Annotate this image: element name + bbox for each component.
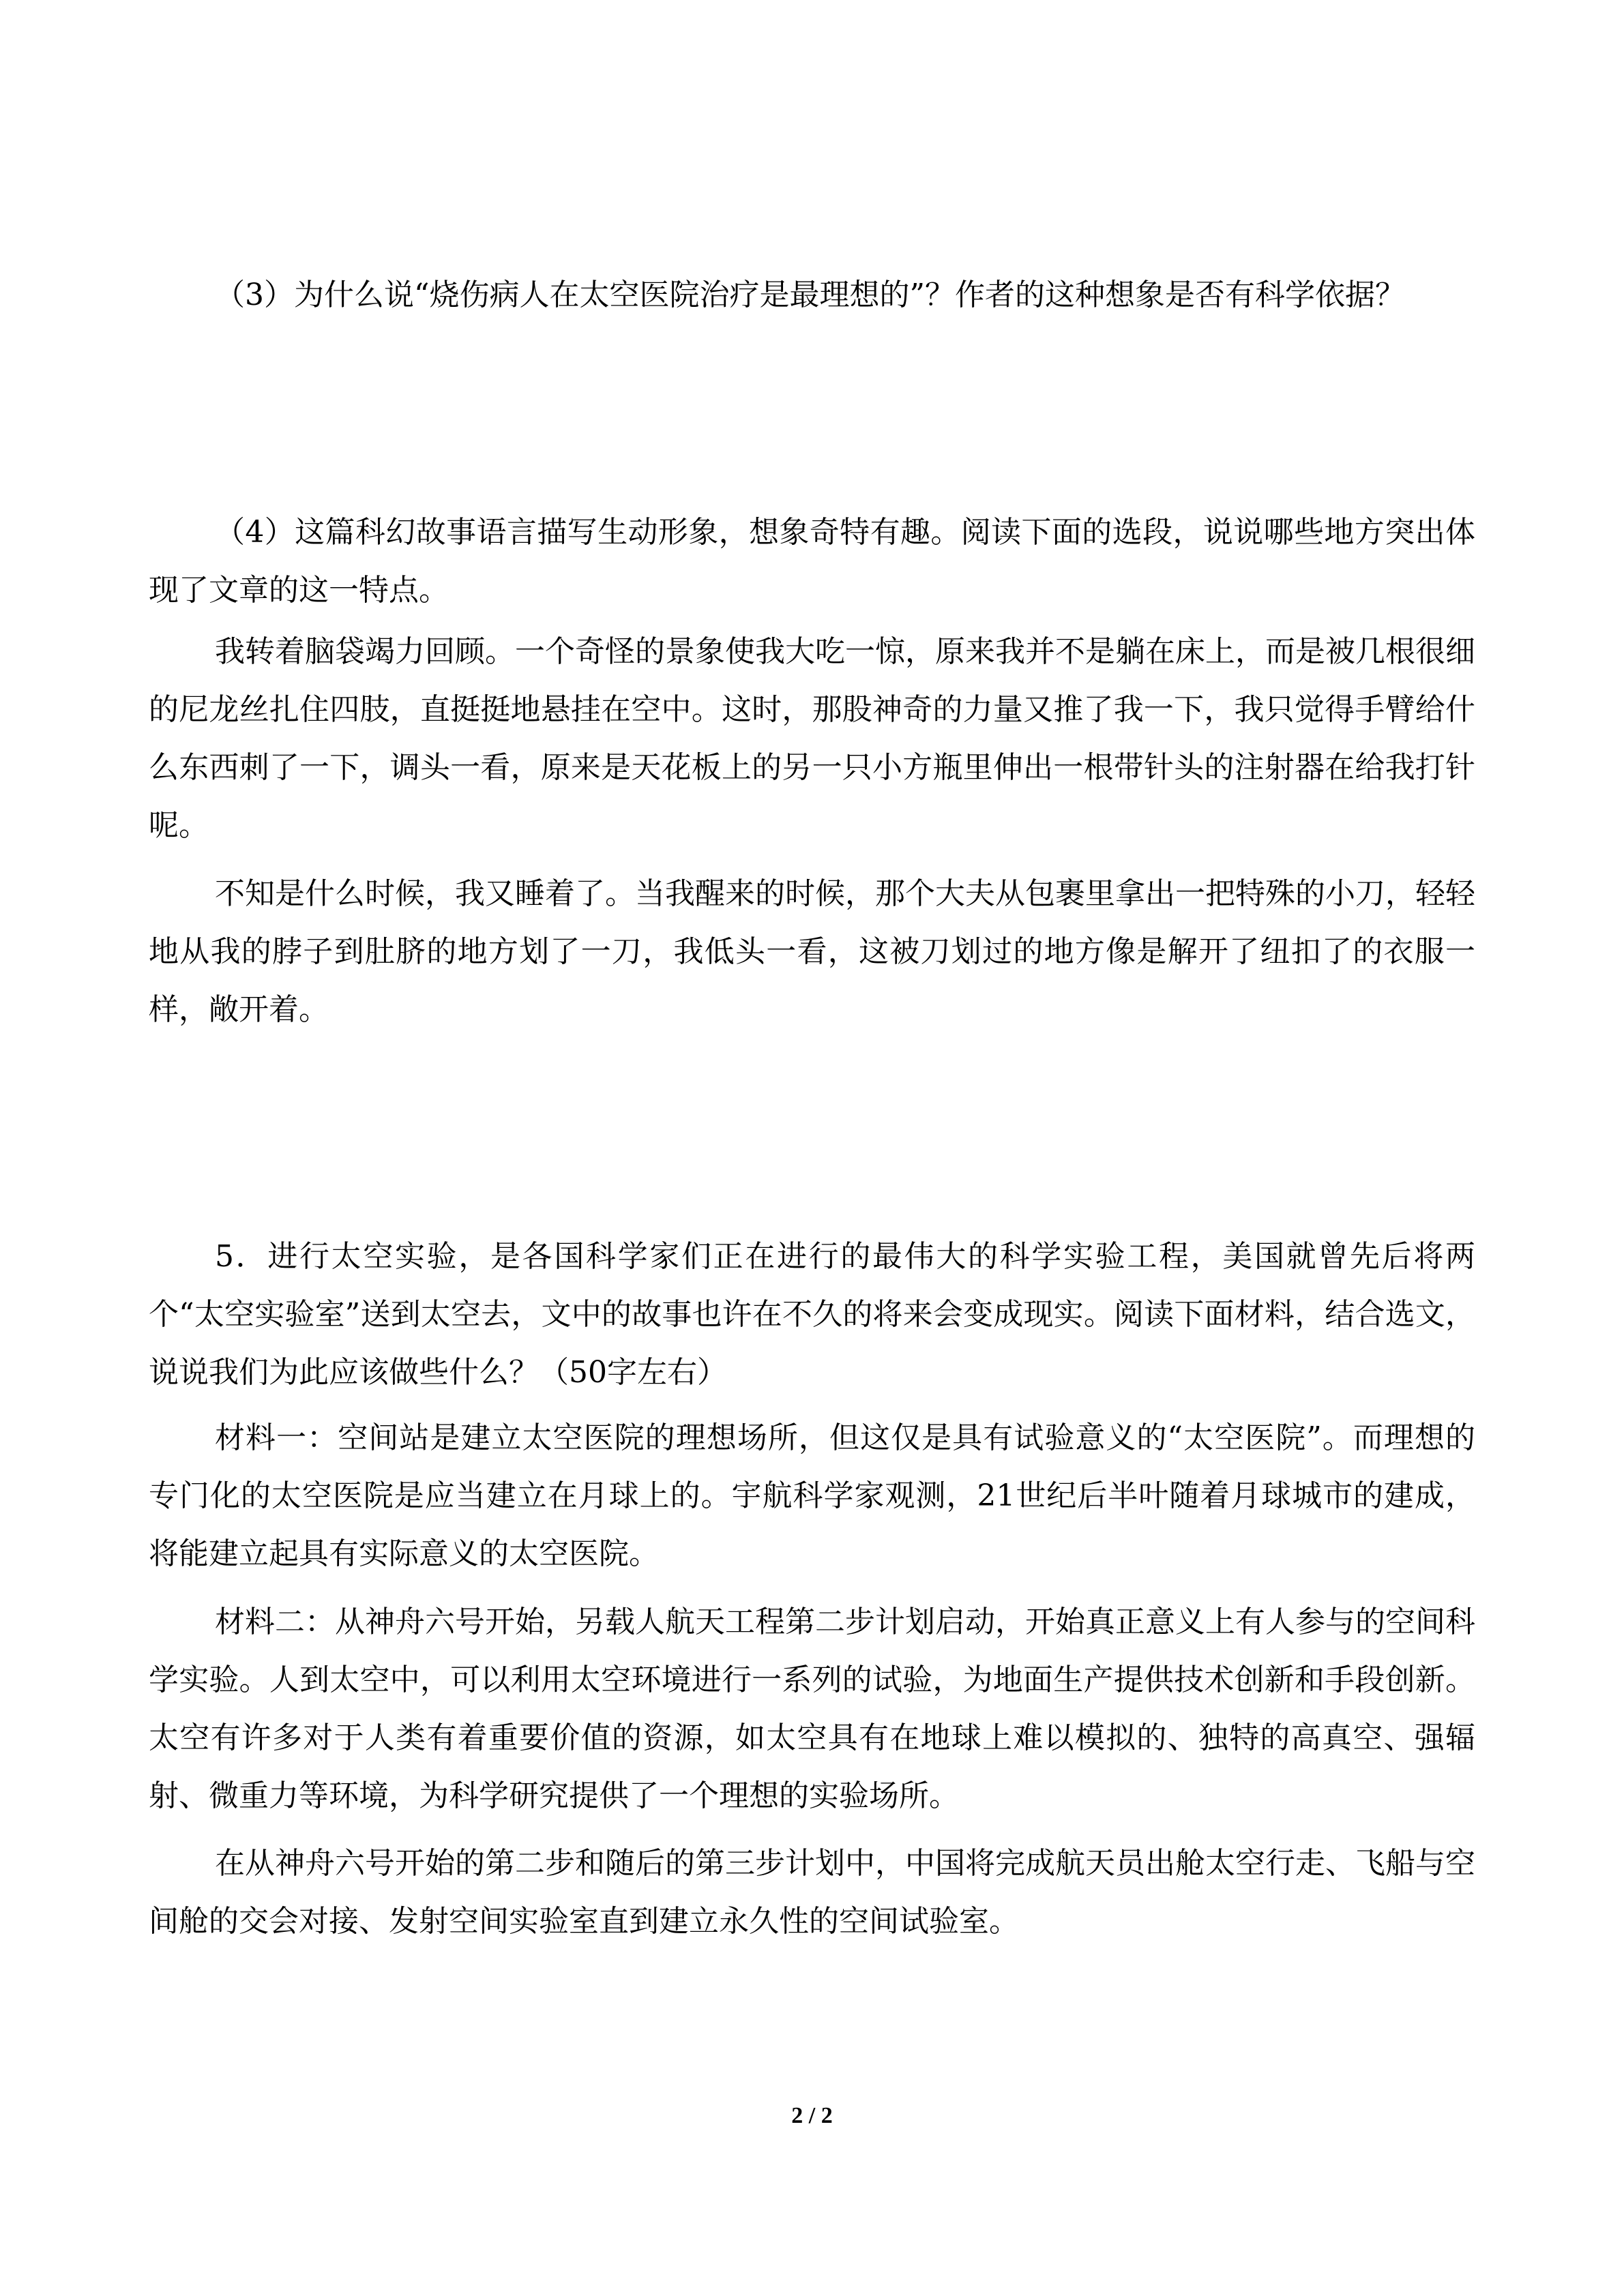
material-1: 材料一：空间站是建立太空医院的理想场所，但这仅是具有试验意义的“太空医院”。而理想的专门化的太空医院是应当建立在月球上的。宇航科学家观测，21世纪后半叶随着月球城市的建成，将能建立起具有实际意义的太空医院。 (149, 1420, 1475, 1571)
material-2: 材料二：从神舟六号开始，另载人航天工程第二步计划启动，开始真正意义上有人参与的空间科学实验。人到太空中，可以利用太空环境进行一系列的试验，为地面生产提供技术创新和手段创新。太空有许多对于人类有着重要价值的资源，如太空具有在地球上难以模拟的、独特的高真空、强辐射、微重力等环境，为科学研究提供了一个理想的实验场所。 (149, 1605, 1475, 1813)
material-3: 在从神舟六号开始的第二步和随后的第三步计划中，中国将完成航天员出舱太空行走、飞船与空间舱的交会对接、发射空间实验室直到建立永久性的空间试验室。 (149, 1846, 1475, 1939)
page-number: 2 / 2 (791, 2103, 833, 2128)
excerpt-paragraph-1: 我转着脑袋竭力回顾。一个奇怪的景象使我大吃一惊，原来我并不是躺在床上，而是被几根很细的尼龙丝扎住四肢，直挺挺地悬挂在空中。这时，那股神奇的力量又推了我一下，我只觉得手臂给什么东西刺了一下，调头一看，原来是天花板上的另一只小方瓶里伸出一根带针头的注射器在给我打针呢。 (149, 634, 1475, 843)
question-5: 5．进行太空实验，是各国科学家们正在进行的最伟大的科学实验工程，美国就曾先后将两个“太空实验室”送到太空去，文中的故事也许在不久的将来会变成现实。阅读下面材料，结合选文，说说我们为此应该做些什么？（50字左右） (149, 1239, 1475, 1390)
question-3: （3）为什么说“烧伤病人在太空医院治疗是最理想的”？作者的这种想象是否有科学依据？ (215, 278, 1405, 312)
question-4: （4）这篇科幻故事语言描写生动形象，想象奇特有趣。阅读下面的选段，说说哪些地方突出体现了文章的这一特点。 (149, 515, 1475, 608)
excerpt-paragraph-2: 不知是什么时候，我又睡着了。当我醒来的时候，那个大夫从包裹里拿出一把特殊的小刀，轻轻地从我的脖子到肚脐的地方划了一刀，我低头一看，这被刀划过的地方像是解开了纽扣了的衣服一样，敞开着。 (149, 876, 1475, 1027)
